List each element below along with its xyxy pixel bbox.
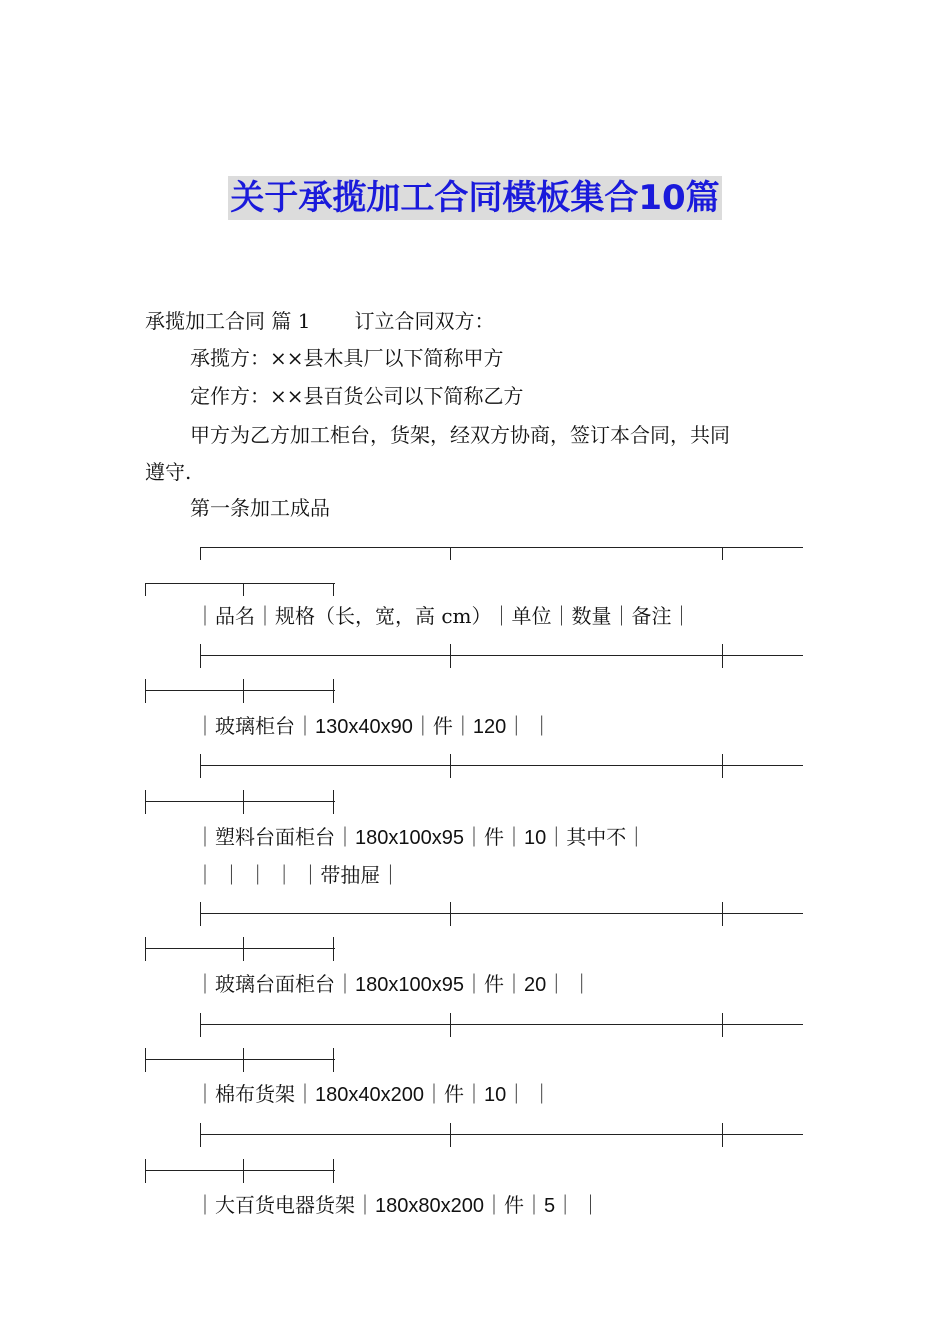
table-row-separator-wrap [145, 937, 335, 961]
parties-label: 订立合同双方： [354, 309, 495, 333]
table-row-separator-wrap [145, 1159, 335, 1183]
table-header-row: ｜品名｜规格（长，宽，高 cm）｜单位｜数量｜备注｜ [195, 604, 692, 628]
table-row-separator [200, 902, 803, 926]
table-row-separator-wrap [145, 790, 335, 814]
table-row: ｜棉布货架｜180x40x200｜件｜10｜ ｜ [195, 1084, 552, 1106]
table-row-separator [200, 1013, 803, 1037]
table-row-separator [200, 644, 803, 668]
table-row: ｜玻璃柜台｜130x40x90｜件｜120｜ ｜ [195, 716, 552, 738]
table-row-separator [200, 754, 803, 778]
contractor-line: 承揽方：××县木具厂以下简称甲方 [190, 346, 504, 370]
intro-paragraph-line-2: 遵守. [145, 460, 192, 484]
orderer-line: 定作方：××县百货公司以下简称乙方 [190, 384, 524, 408]
table-row-continuation: ｜ ｜ ｜ ｜ ｜带抽屉｜ [195, 863, 401, 887]
table-top-border-wrap [145, 572, 335, 596]
intro-paragraph-line-1: 甲方为乙方加工柜台，货架，经双方协商，签订本合同，共同 [190, 423, 730, 447]
chapter-line [145, 309, 810, 333]
article-1-heading: 第一条加工成品 [190, 496, 330, 520]
chapter-heading: 承揽加工合同 篇 1 [145, 309, 311, 333]
table-row: ｜塑料台面柜台｜180x100x95｜件｜10｜其中不｜ [195, 827, 647, 849]
title-text: 关于承揽加工合同模板集合10篇 [230, 178, 720, 218]
table-row-separator-wrap [145, 1048, 335, 1072]
table-top-border [200, 536, 803, 560]
table-row-separator-wrap [145, 679, 335, 703]
table-row: ｜大百货电器货架｜180x80x200｜件｜5｜ ｜ [195, 1195, 601, 1217]
table-row: ｜玻璃台面柜台｜180x100x95｜件｜20｜ ｜ [195, 974, 592, 996]
document-title [0, 176, 950, 220]
table-row-separator [200, 1123, 803, 1147]
